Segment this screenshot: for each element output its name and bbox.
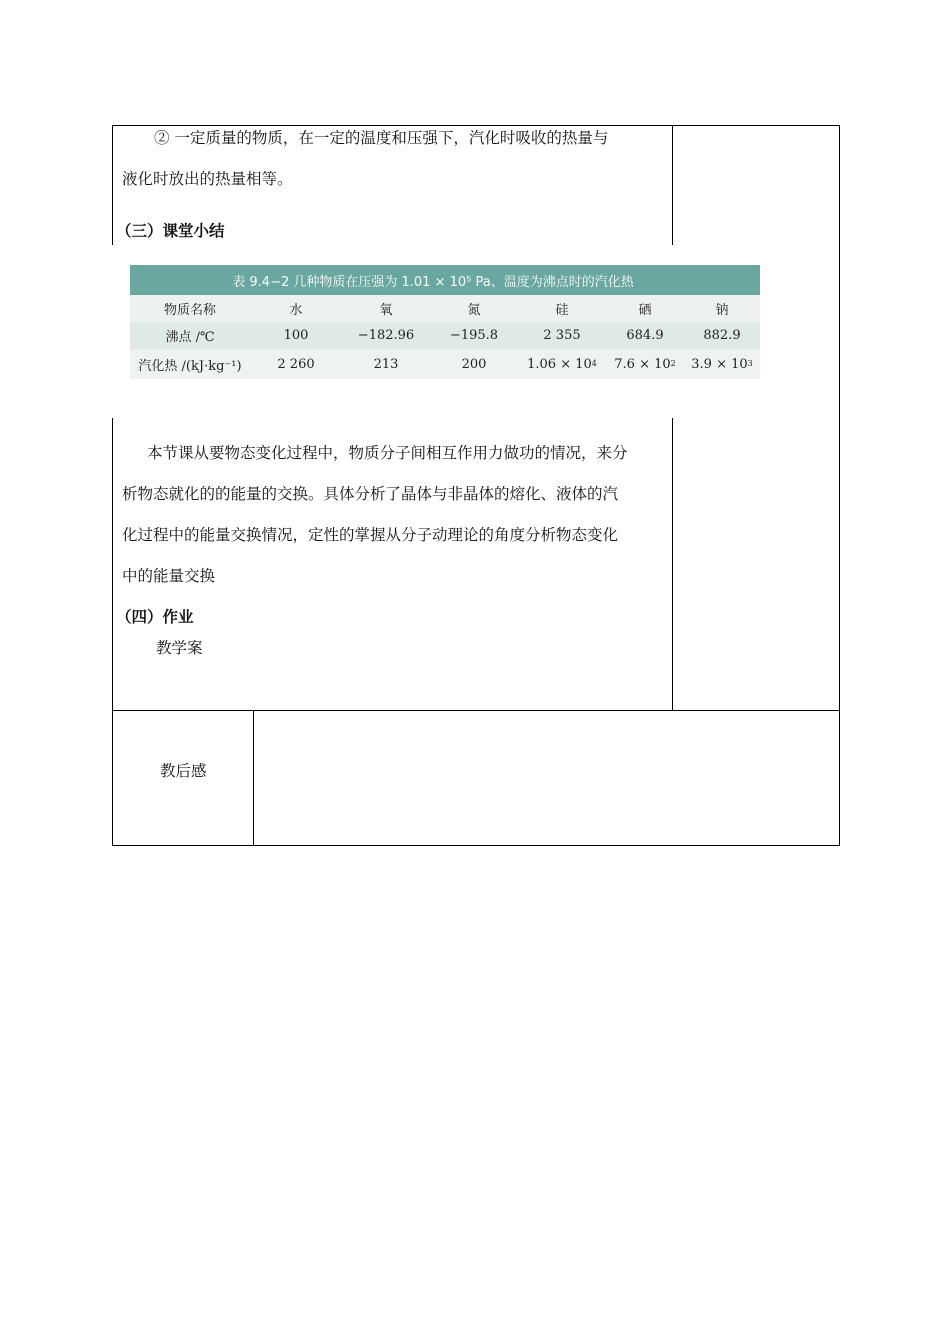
table-cell: 钠 (715, 303, 729, 318)
table-cell: −182.96 (357, 328, 415, 343)
paragraph-line: 本节课从要物态变化过程中，物质分子间相互作用力做功的情况，来分 (147, 444, 628, 462)
table-cell: −195.8 (449, 328, 499, 343)
table-left-border-upper (112, 125, 113, 245)
table-cell: 氧 (379, 303, 393, 318)
row-label: 汽化热 /(kJ·kg⁻¹) (138, 358, 242, 374)
table-cell: 3.9 × 10 3 (691, 356, 753, 372)
section-heading-summary: （三）课堂小结 (116, 221, 225, 240)
table-cell: 氮 (467, 303, 481, 318)
table-row (130, 322, 760, 349)
table-caption: 表 9.4−2 几种物质在压强为 1.01 × 10⁵ Pa、温度为沸点时的汽化热 (130, 265, 760, 295)
table-bottom-border (112, 845, 840, 846)
column-divider-upper (672, 125, 673, 245)
table-cell: 7.6 × 10 2 (614, 356, 676, 372)
table-left-border-lower (112, 418, 113, 846)
reflection-content-area (254, 711, 839, 845)
table-cell: 硒 (638, 303, 652, 318)
table-cell: 100 (283, 328, 309, 343)
table-right-border (839, 125, 840, 846)
column-divider-lower (672, 418, 673, 711)
section-heading-homework: （四）作业 (116, 607, 194, 626)
paragraph-line: 化过程中的能量交换情况，定性的掌握从分子动理论的角度分析物态变化 (122, 526, 619, 544)
table-cell: 200 (461, 356, 487, 372)
paragraph-line: ② 一定质量的物质，在一定的温度和压强下，汽化时吸收的热量与 (154, 129, 609, 147)
table-cell: 882.9 (703, 328, 741, 343)
table-cell: 硅 (555, 303, 569, 318)
table-cell: 684.9 (626, 328, 664, 343)
table-cell: 水 (289, 303, 303, 318)
table-cell: 2 260 (277, 356, 315, 372)
row-label: 物质名称 (163, 303, 216, 318)
paragraph-line: 中的能量交换 (122, 567, 216, 585)
reflection-label: 教后感 (160, 762, 207, 780)
paragraph-line: 液化时放出的热量相等。 (122, 170, 293, 188)
row-label: 沸点 /℃ (165, 330, 215, 345)
vaporization-heat-table-figure (130, 265, 760, 379)
table-top-border (112, 125, 840, 126)
table-cell: 1.06 × 10 4 (527, 356, 597, 372)
table-row (130, 295, 760, 322)
paragraph-line: 析物态就化的的能量的交换。具体分析了晶体与非晶体的熔化、液体的汽 (122, 485, 619, 503)
table-row (130, 349, 760, 379)
homework-text: 教学案 (156, 639, 203, 657)
table-cell: 2 355 (543, 328, 581, 343)
table-cell: 213 (373, 356, 399, 372)
